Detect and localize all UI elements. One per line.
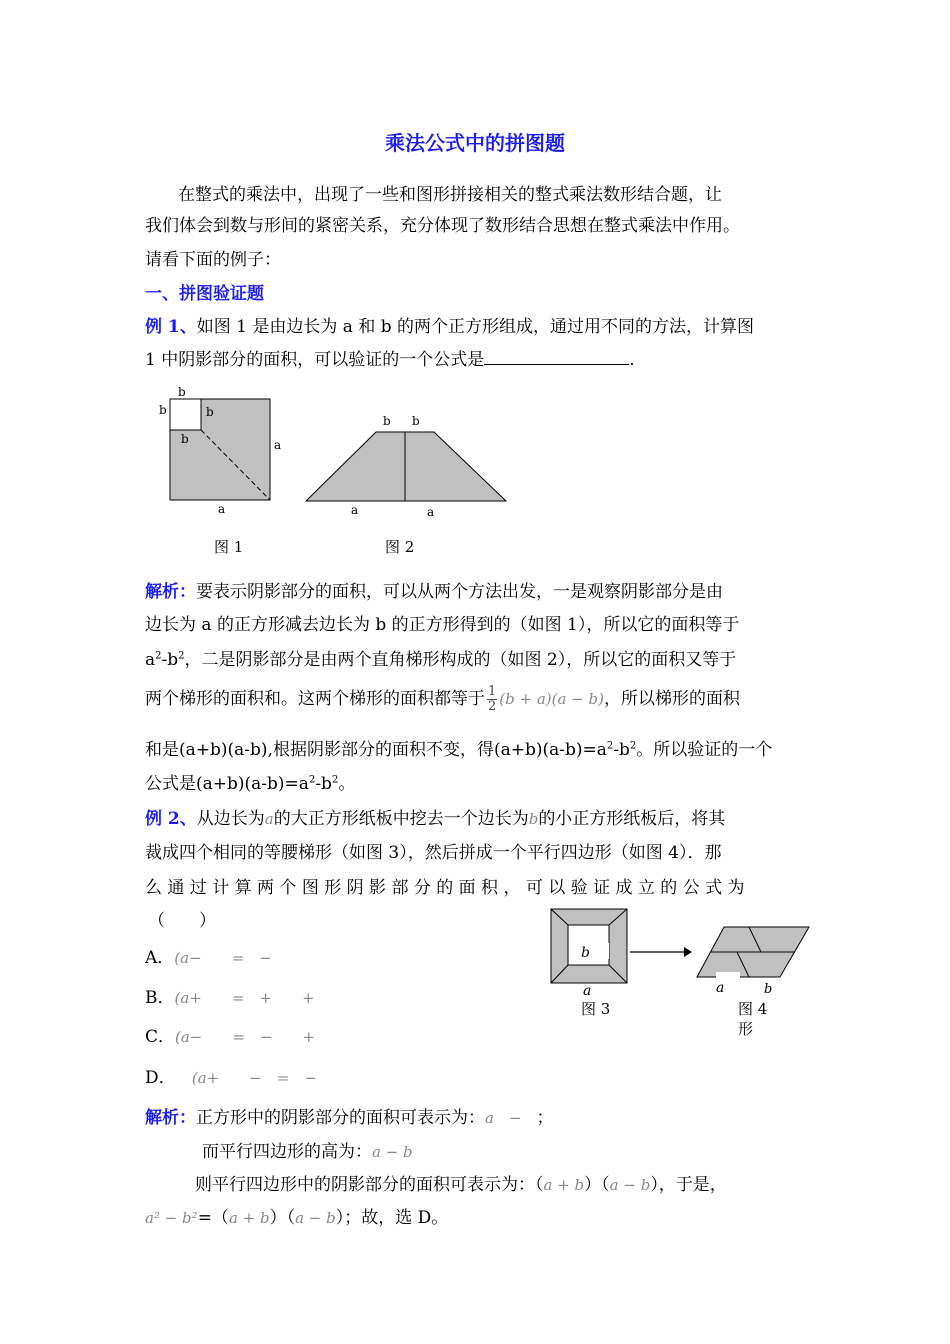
example1-text-1: 如图 1 是由边长为 a 和 b 的两个正方形组成，通过用不同的方法，计算图 xyxy=(196,317,755,337)
a1-l3-sup2: 2 xyxy=(178,650,185,662)
figure-2 xyxy=(300,410,515,520)
analysis2-line-2 xyxy=(202,1137,413,1162)
fig3-caption: 图 3 xyxy=(581,1000,611,1018)
intro-line-3: 请看下面的例子： xyxy=(145,250,281,270)
analysis1-line-6 xyxy=(145,769,355,794)
a1-l4-b: ，所以梯形的面积 xyxy=(604,689,740,709)
answer-blank[interactable] xyxy=(484,350,629,365)
page-title: 乘法公式中的拼图题 xyxy=(385,131,565,155)
fig1-label-b-right: b xyxy=(206,405,214,419)
fig1-label-b-top: b xyxy=(178,385,186,399)
fig1-caption: 图 1 xyxy=(214,538,244,556)
analysis2-line-4 xyxy=(145,1203,448,1228)
figure-1 xyxy=(150,383,290,518)
fraction-half xyxy=(487,685,497,714)
a1-l5-a: 和是(a+b)(a-b),根据阴影部分的面积不变，得(a+b)(a-b)=a xyxy=(145,740,607,760)
option-c-formula: (a− = − + xyxy=(175,1028,316,1046)
example2-label: 例 2、 xyxy=(145,809,197,829)
analysis2-line-1 xyxy=(145,1103,554,1128)
e2-l1-a: 从边长为 xyxy=(196,809,265,829)
analysis1-line-3 xyxy=(145,645,736,670)
a1-l5-b: -b xyxy=(613,740,630,760)
a2-l3-f1: a + b xyxy=(543,1176,585,1194)
option-d-label: D． xyxy=(145,1068,176,1088)
option-a-formula: (a− = − xyxy=(174,949,272,967)
e2-var-a: a xyxy=(264,810,274,828)
option-c-label: C． xyxy=(145,1027,176,1047)
example1-period: . xyxy=(629,350,635,370)
intro-line-1: 在整式的乘法中，出现了一些和图形拼接相关的整式乘法数形结合题，让 xyxy=(178,185,722,205)
example2-line-2: 裁成四个相同的等腰梯形（如图 3），然后拼成一个平行四边形（如图 4）．那 xyxy=(145,843,722,863)
example1-text-2: 1 中阴影部分的面积，可以验证的一个公式是 xyxy=(145,350,485,370)
a2-l2-a: 而平行四边形的高为： xyxy=(202,1142,372,1162)
a2-l3-f2: a − b xyxy=(609,1176,651,1194)
fig1-label-b-left: b xyxy=(159,403,167,417)
a1-l6-sup1: 2 xyxy=(308,774,316,786)
option-a[interactable] xyxy=(145,943,272,968)
fig3-label-box xyxy=(573,943,609,959)
option-b-label: B． xyxy=(145,988,175,1008)
option-b-formula: (a+ = + + xyxy=(174,989,315,1007)
example2-line-3: 么 通 过 计 算 两 个 图 形 阴 影 部 分 的 面 积 ， 可 以 验 证 成 立 的 公 式 为 xyxy=(145,878,745,898)
example2-line-1 xyxy=(145,804,725,829)
a1-l4-a: 两个梯形的面积和。这两个梯形的面积都等于 xyxy=(145,689,485,709)
a1-l6-b: -b xyxy=(315,774,332,794)
a2-l1-end: ； xyxy=(536,1108,554,1128)
e2-l1-c: 的小正方形纸板后，将其 xyxy=(538,809,726,829)
fig1-label-a-right: a xyxy=(274,438,282,452)
option-c[interactable] xyxy=(145,1022,315,1047)
a1-l3-sup1: 2 xyxy=(155,650,162,662)
analysis1-line-2: 边长为 a 的正方形减去边长为 b 的正方形得到的（如图 1），所以它的面积等于 xyxy=(145,615,740,635)
a1-l3-c: ，二是阴影部分是由两个直角梯形构成的（如图 2），所以它的面积又等于 xyxy=(184,650,737,670)
frac-denominator: 2 xyxy=(488,699,497,714)
figure-4 xyxy=(694,922,812,1002)
a1-l3-b: -b xyxy=(161,650,179,670)
a2-l4-a: =（ xyxy=(197,1208,229,1228)
fig4-label-b: b xyxy=(764,982,773,997)
a2-l2-formula: a − b xyxy=(372,1143,413,1161)
example1-line-2 xyxy=(145,345,635,370)
analysis2-label: 解析： xyxy=(145,1108,196,1128)
fig4-caption: 图 4 xyxy=(738,1000,768,1018)
analysis1-line-5 xyxy=(145,735,772,760)
a2-l4-f0: a² − b² xyxy=(145,1209,198,1227)
a1-l6-sup2: 2 xyxy=(331,774,339,786)
a2-l1-a: 正方形中的阴影部分的面积可表示为： xyxy=(196,1108,485,1128)
a2-l4-b: ）（ xyxy=(269,1208,296,1228)
fig1-label-b-bottom: b xyxy=(181,432,189,446)
section-heading: 一、拼图验证题 xyxy=(145,284,264,304)
fig3-label-a: a xyxy=(583,983,592,998)
e2-l1-b: 的大正方形纸板中挖去一个边长为 xyxy=(273,809,529,829)
a2-l3-a: 则平行四边形中的阴影部分的面积可表示为：（ xyxy=(195,1175,544,1195)
a1-l3-a: a xyxy=(145,650,156,670)
fig4-caption-2: 形 xyxy=(738,1020,754,1038)
fig2-label-a-1: a xyxy=(351,503,359,517)
option-b[interactable] xyxy=(145,983,315,1008)
figure-3 xyxy=(548,906,633,998)
analysis1-label: 解析： xyxy=(145,582,196,602)
arrow-icon xyxy=(628,944,694,960)
a2-l4-f2: a − b xyxy=(295,1209,336,1227)
a2-l3-b: ）（ xyxy=(584,1175,610,1195)
a2-l1-formula: a − xyxy=(485,1109,537,1127)
example1-label: 例 1、 xyxy=(145,317,197,337)
example1-line-1 xyxy=(145,312,754,337)
a1-l5-c: 。所以验证的一个 xyxy=(636,740,773,760)
fig2-caption: 图 2 xyxy=(385,538,415,556)
fig2-label-a-2: a xyxy=(427,505,435,519)
e2-var-b: b xyxy=(528,810,539,828)
frac-numerator: 1 xyxy=(488,684,497,699)
example2-line-4: （ ） xyxy=(148,911,216,931)
a2-l4-f1: a + b xyxy=(228,1209,270,1227)
option-a-label: A． xyxy=(145,948,175,968)
fig4-label-a: a xyxy=(716,980,725,996)
a1-l6-c: 。 xyxy=(338,774,356,794)
fig1-label-a-bottom: a xyxy=(218,502,226,516)
analysis1-line-1 xyxy=(145,577,723,602)
a2-l3-c: ），于是， xyxy=(650,1175,727,1195)
fig2-label-b-1: b xyxy=(383,414,391,428)
intro-line-2: 我们体会到数与形间的紧密关系，充分体现了数形结合思想在整式乘法中作用。 xyxy=(145,216,740,236)
fig1-small-square xyxy=(170,399,201,430)
analysis1-line-4 xyxy=(145,681,740,717)
a1-l5-sup1: 2 xyxy=(606,740,614,752)
analysis1-text-1: 要表示阴影部分的面积，可以从两个方法出发，一是观察阴影部分是由 xyxy=(196,582,723,602)
option-d-formula: (a+ − = − xyxy=(191,1069,317,1087)
a2-l4-c: ）；故，选 D。 xyxy=(335,1208,449,1228)
a1-l4-formula: (b + a)(a − b) xyxy=(499,690,604,708)
fig2-label-b-2: b xyxy=(412,414,420,428)
a1-l5-sup2: 2 xyxy=(629,740,637,752)
a1-l6-a: 公式是(a+b)(a-b)=a xyxy=(145,774,309,794)
analysis2-line-3 xyxy=(195,1170,727,1195)
option-d[interactable] xyxy=(145,1063,317,1088)
fig3-label-b: b xyxy=(581,945,590,961)
fig2-trapezoid xyxy=(306,432,506,501)
